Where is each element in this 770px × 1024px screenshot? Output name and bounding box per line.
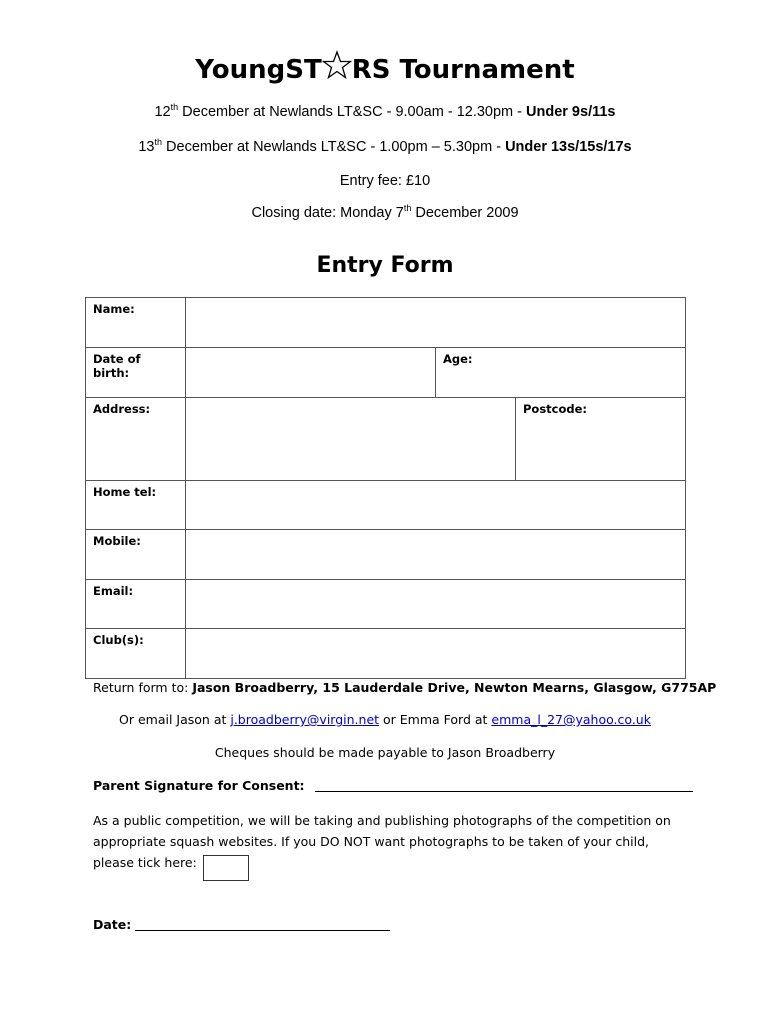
age-groups: Under 9s/11s bbox=[526, 104, 616, 120]
dob-field[interactable] bbox=[186, 348, 436, 398]
address-field[interactable] bbox=[186, 398, 516, 481]
mobile-label: Mobile: bbox=[86, 530, 186, 580]
dob-row bbox=[86, 348, 686, 398]
date-suffix: th bbox=[170, 102, 179, 112]
email-instructions bbox=[0, 712, 770, 727]
title-post: RS Tournament bbox=[351, 55, 575, 85]
name-label: Name: bbox=[86, 298, 186, 348]
emma-email-link[interactable]: emma_l_27@yahoo.co.uk bbox=[491, 712, 651, 727]
mobile-row bbox=[86, 530, 686, 580]
closing-post: December 2009 bbox=[411, 205, 519, 221]
date-number: 13 bbox=[138, 139, 155, 155]
session-line-2 bbox=[0, 139, 770, 155]
date-field[interactable] bbox=[135, 930, 390, 931]
entry-form-title: Entry Form bbox=[316, 253, 454, 278]
name-field[interactable] bbox=[186, 298, 686, 348]
date-number: 12 bbox=[154, 104, 171, 120]
postcode-label: Postcode: bbox=[523, 402, 588, 416]
clubs-field[interactable] bbox=[186, 629, 686, 679]
email-mid: or Emma Ford at bbox=[379, 712, 492, 727]
home-tel-row bbox=[86, 481, 686, 530]
session-details: December at Newlands LT&SC - 9.00am - 12.30pm - bbox=[178, 104, 527, 120]
mobile-field[interactable] bbox=[186, 530, 686, 580]
photo-consent bbox=[93, 810, 671, 881]
address-label: Address: bbox=[86, 398, 186, 481]
email-row bbox=[86, 580, 686, 629]
postcode-field[interactable] bbox=[516, 398, 686, 481]
return-address-value: Jason Broadberry, 15 Lauderdale Drive, Newton Mearns, Glasgow, G775AP bbox=[192, 680, 717, 695]
age-field[interactable] bbox=[436, 348, 686, 398]
closing-pre: Closing date: Monday 7 bbox=[251, 205, 404, 221]
date-line bbox=[93, 917, 390, 932]
session-line-1 bbox=[0, 104, 770, 120]
return-label: Return form to: bbox=[93, 680, 193, 695]
date-label: Date: bbox=[93, 917, 132, 932]
email-label: Email: bbox=[86, 580, 186, 629]
jason-email-link[interactable]: j.broadberry@virgin.net bbox=[230, 712, 380, 727]
age-label: Age: bbox=[443, 352, 473, 366]
signature-line bbox=[93, 778, 693, 793]
date-suffix: th bbox=[154, 137, 163, 147]
home-tel-field[interactable] bbox=[186, 481, 686, 530]
clubs-label: Club(s): bbox=[86, 629, 186, 679]
star-icon bbox=[322, 50, 352, 80]
home-tel-label: Home tel: bbox=[86, 481, 186, 530]
return-address bbox=[93, 680, 716, 695]
session-details: December at Newlands LT&SC - 1.00pm – 5.30pm - bbox=[162, 139, 506, 155]
signature-label: Parent Signature for Consent: bbox=[93, 778, 305, 793]
title-pre: YoungST bbox=[195, 55, 322, 85]
email-pre: Or email Jason at bbox=[119, 712, 231, 727]
email-field[interactable] bbox=[186, 580, 686, 629]
signature-field[interactable] bbox=[315, 791, 693, 792]
dob-label: Date of birth: bbox=[86, 348, 186, 398]
photo-opt-out-checkbox[interactable] bbox=[203, 855, 249, 881]
name-row bbox=[86, 298, 686, 348]
cheques-note: Cheques should be made payable to Jason Broadberry bbox=[214, 745, 556, 760]
address-row bbox=[86, 398, 686, 481]
tournament-title bbox=[0, 50, 770, 85]
closing-date bbox=[0, 205, 770, 221]
closing-suffix: th bbox=[403, 203, 412, 213]
clubs-row bbox=[86, 629, 686, 679]
photo-text-3: please tick here: bbox=[93, 855, 197, 870]
photo-text-1: As a public competition, we will be taking and publishing photographs of the competition on bbox=[93, 813, 671, 828]
entry-fee: Entry fee: £10 bbox=[339, 173, 431, 189]
age-groups: Under 13s/15s/17s bbox=[505, 139, 632, 155]
entry-form-table bbox=[85, 297, 686, 679]
photo-text-2: appropriate squash websites. If you DO NOT want photographs to be taken of your child, bbox=[93, 834, 649, 849]
